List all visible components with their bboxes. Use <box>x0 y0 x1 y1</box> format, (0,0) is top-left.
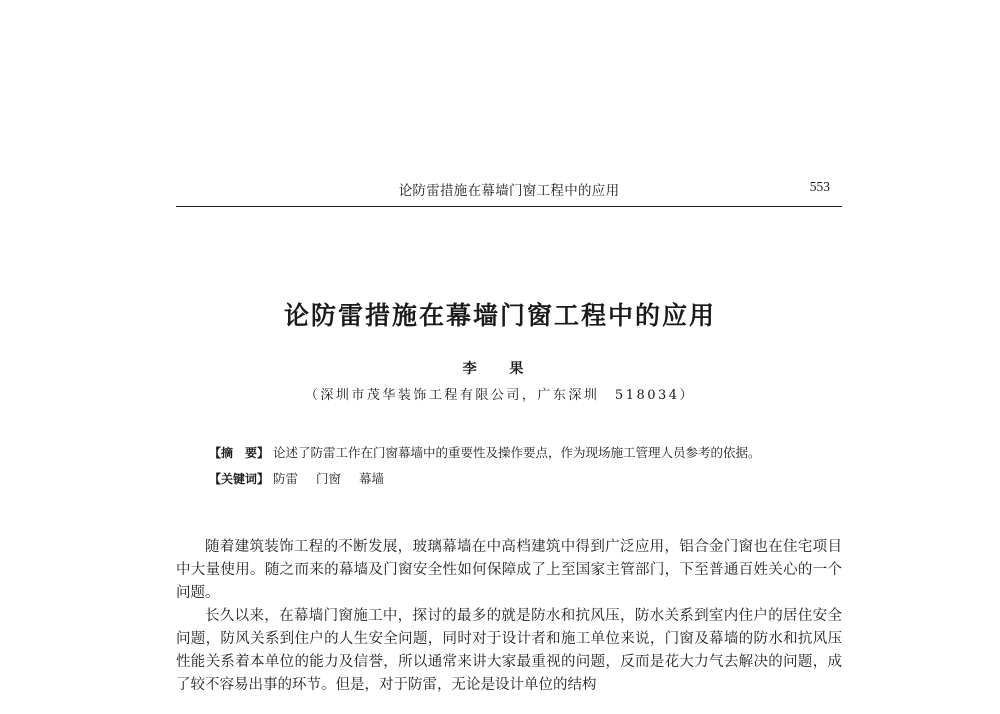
keyword-item: 幕墙 <box>359 471 385 486</box>
running-header <box>176 172 842 207</box>
body-paragraph: 长久以来，在幕墙门窗施工中，探讨的最多的就是防水和抗风压，防水关系到室内住户的居住安全问题，防风关系到住户的人生安全问题，同时对于设计者和施工单位来说，门窗及幕墙的防水和抗风压性能关系着本单位的能力及信誉，所以通常来讲大家最重视的问题，反而是花大力气去解决的问题，成了较不容易出事的环节。但是，对于防雷，无论是设计单位的结构 <box>176 608 842 693</box>
body-text <box>176 536 842 697</box>
keywords-label: 【关键词】 <box>209 472 270 486</box>
author-name: 李 果 <box>462 361 538 377</box>
body-paragraph: 随着建筑装饰工程的不断发展，玻璃幕墙在中高档建筑中得到广泛应用，铝合金门窗也在住宅项目中大量使用。随之而来的幕墙及门窗安全性如何保障成了上至国家主管部门，下至普通百姓关心的一个问题。 <box>176 539 842 601</box>
keyword-item: 防雷 <box>273 471 299 486</box>
author-affiliation: （深圳市茂华装饰工程有限公司，广东深圳 518034） <box>304 388 696 403</box>
page-number: 553 <box>809 179 830 194</box>
article-title: 论防雷措施在幕墙门窗工程中的应用 <box>283 301 716 330</box>
keyword-item: 门窗 <box>316 471 342 486</box>
keywords-line <box>209 466 809 492</box>
running-header-title: 论防雷措施在幕墙门窗工程中的应用 <box>398 183 620 199</box>
abstract-block <box>209 440 809 492</box>
abstract-label: 【摘 要】 <box>209 446 270 460</box>
abstract-line <box>209 440 809 466</box>
abstract-text: 论述了防雷工作在门窗幕墙中的重要性及操作要点，作为现场施工管理人员参考的依据。 <box>273 445 761 460</box>
